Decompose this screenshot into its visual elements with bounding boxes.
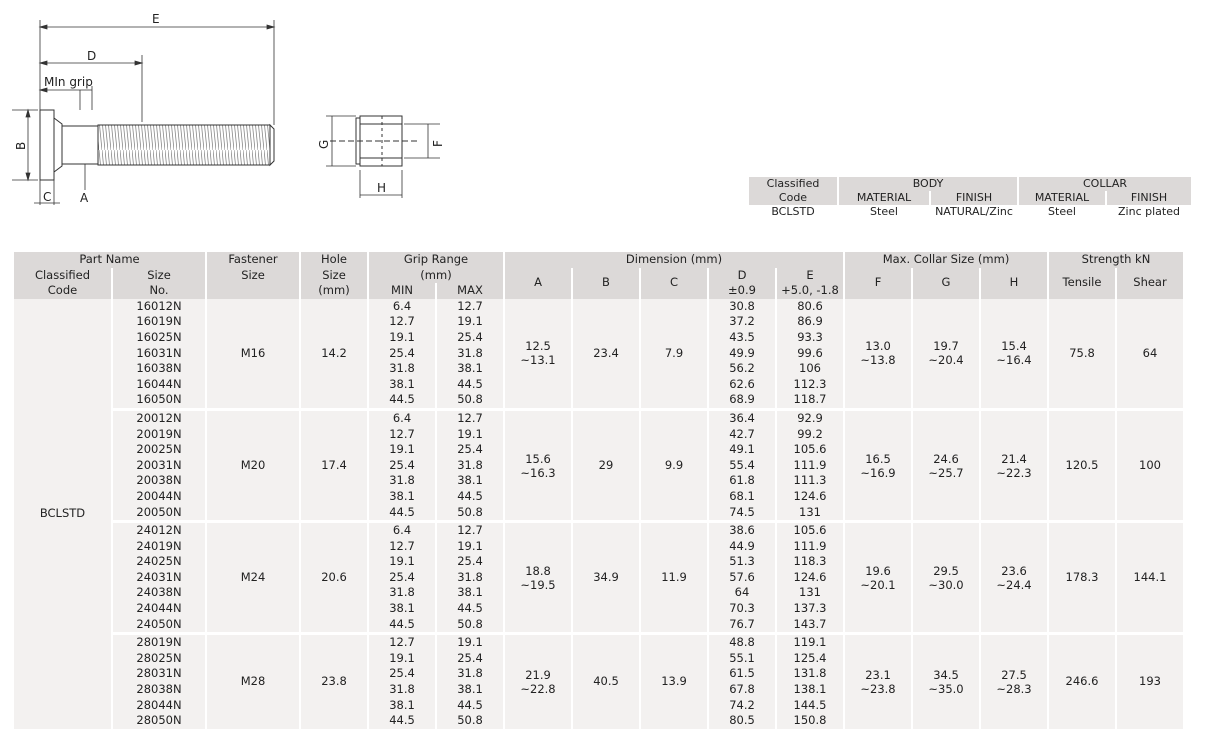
collar-f-cell bbox=[845, 299, 911, 408]
material-table bbox=[747, 177, 1193, 219]
collar-g-cell-max: ~30.0 bbox=[928, 577, 964, 592]
dimension-b-label: B bbox=[14, 141, 28, 150]
dimension-min-grip bbox=[40, 86, 92, 110]
grip-min-cell: 12.7 bbox=[369, 539, 435, 555]
size-header: Size bbox=[113, 268, 205, 284]
dim-d-cell: 74.5 bbox=[709, 505, 775, 521]
grip-min-cell: 19.1 bbox=[369, 442, 435, 458]
collar-f-cell-min: 19.6 bbox=[865, 563, 891, 578]
dim-a-cell-min: 18.8 bbox=[525, 563, 551, 578]
size-no-cell: 28025N bbox=[113, 651, 205, 667]
dim-a-cell bbox=[505, 523, 571, 632]
size-no-cell: 20019N bbox=[113, 427, 205, 443]
collar-g-cell-min: 34.5 bbox=[933, 668, 959, 683]
dimension-header: Dimension (mm) bbox=[505, 252, 843, 268]
hole-header-2: Size bbox=[301, 268, 367, 284]
size-no-cell: 16044N bbox=[113, 377, 205, 393]
grip-min-cell: 44.5 bbox=[369, 617, 435, 633]
dim-a-cell-max: ~16.3 bbox=[520, 465, 556, 480]
dim-e-cell: 111.3 bbox=[777, 473, 843, 489]
fastener-size-cell: M28 bbox=[207, 635, 299, 729]
dim-e-cell: 92.9 bbox=[777, 411, 843, 427]
grip-min-cell: 44.5 bbox=[369, 505, 435, 521]
dimension-min-grip-label: MIn grip bbox=[44, 75, 93, 89]
dim-a-cell-min: 15.6 bbox=[525, 451, 551, 466]
grip-max-cell: 12.7 bbox=[437, 523, 503, 539]
collar-f-cell bbox=[845, 523, 911, 632]
fastener-header-3 bbox=[207, 283, 299, 299]
spec-table-body bbox=[14, 299, 1183, 729]
grip-max-cell: 19.1 bbox=[437, 635, 503, 651]
collar-f-cell-min: 23.1 bbox=[865, 668, 891, 683]
size-no-cell: 16012N bbox=[113, 299, 205, 315]
dim-b-header: B bbox=[573, 268, 639, 299]
mat-code-header: Code bbox=[749, 191, 837, 205]
table-row bbox=[14, 411, 1183, 427]
grip-min-cell: 6.4 bbox=[369, 523, 435, 539]
dim-c-cell: 7.9 bbox=[641, 299, 707, 408]
fastener-header-1: Fastener bbox=[207, 252, 299, 268]
dim-e-cell: 125.4 bbox=[777, 651, 843, 667]
collar-h-cell-max: ~22.3 bbox=[996, 465, 1032, 480]
size-no-cell: 16038N bbox=[113, 361, 205, 377]
grip-unit-header: (mm) bbox=[369, 268, 503, 284]
size-no-cell: 20044N bbox=[113, 489, 205, 505]
dimension-d-label: D bbox=[87, 49, 97, 63]
dim-a-header: A bbox=[505, 268, 571, 299]
collar-g-cell bbox=[913, 411, 979, 520]
hole-size-cell: 20.6 bbox=[301, 523, 367, 632]
dim-d-cell: 70.3 bbox=[709, 601, 775, 617]
grip-min-cell: 38.1 bbox=[369, 698, 435, 714]
size-no-cell: 24044N bbox=[113, 601, 205, 617]
grip-max-cell: 19.1 bbox=[437, 427, 503, 443]
collar-f-cell bbox=[845, 411, 911, 520]
classified-header: Classified bbox=[14, 268, 111, 284]
grip-max-cell: 38.1 bbox=[437, 361, 503, 377]
mat-collar-finish-header: FINISH bbox=[1107, 191, 1191, 205]
part-name-header: Part Name bbox=[14, 252, 205, 268]
dimension-h-label: H bbox=[377, 181, 387, 195]
collar-f-cell-max: ~16.9 bbox=[860, 465, 896, 480]
dim-a-cell-max: ~22.8 bbox=[520, 682, 556, 697]
collar-h-header: H bbox=[981, 268, 1047, 299]
dim-c-header: C bbox=[641, 268, 707, 299]
dim-d-cell: 74.2 bbox=[709, 698, 775, 714]
size-no-cell: 24050N bbox=[113, 617, 205, 633]
shear-cell: 64 bbox=[1117, 299, 1183, 408]
collar-g-header: G bbox=[913, 268, 979, 299]
grip-min-cell: 31.8 bbox=[369, 473, 435, 489]
grip-max-cell: 38.1 bbox=[437, 682, 503, 698]
size-no-cell: 24038N bbox=[113, 585, 205, 601]
grip-min-cell: 38.1 bbox=[369, 601, 435, 617]
strength-header: Strength kN bbox=[1049, 252, 1183, 268]
collar-g-cell-min: 24.6 bbox=[933, 451, 959, 466]
dim-d-cell: 68.1 bbox=[709, 489, 775, 505]
mat-collar-material-value: Steel bbox=[1048, 205, 1076, 218]
size-no-cell: 28019N bbox=[113, 635, 205, 651]
dim-e-cell: 144.5 bbox=[777, 698, 843, 714]
mat-body-material-value: Steel bbox=[870, 205, 898, 218]
dim-e-cell: 111.9 bbox=[777, 458, 843, 474]
grip-min-cell: 12.7 bbox=[369, 314, 435, 330]
dim-e-cell: 124.6 bbox=[777, 570, 843, 586]
dim-e-cell: 105.6 bbox=[777, 523, 843, 539]
collar-h-cell-min: 27.5 bbox=[1001, 668, 1027, 683]
size-no-cell: 28044N bbox=[113, 698, 205, 714]
dim-e-cell: 106 bbox=[777, 361, 843, 377]
size-no-cell: 16050N bbox=[113, 392, 205, 408]
grip-min-cell: 25.4 bbox=[369, 346, 435, 362]
grip-min-cell: 6.4 bbox=[369, 299, 435, 315]
dim-a-cell-min: 21.9 bbox=[525, 668, 551, 683]
dim-b-cell: 34.9 bbox=[573, 523, 639, 632]
collar-h-cell-max: ~16.4 bbox=[996, 353, 1032, 368]
dim-e-cell: 99.2 bbox=[777, 427, 843, 443]
hole-header-3: (mm) bbox=[301, 283, 367, 299]
dim-e-cell: 143.7 bbox=[777, 617, 843, 633]
dim-d-cell: 61.8 bbox=[709, 473, 775, 489]
dim-d-cell: 64 bbox=[709, 585, 775, 601]
no-header: No. bbox=[113, 283, 205, 299]
dim-d-cell: 76.7 bbox=[709, 617, 775, 633]
tensile-cell: 178.3 bbox=[1049, 523, 1115, 632]
size-no-cell: 24012N bbox=[113, 523, 205, 539]
grip-min-cell: 31.8 bbox=[369, 682, 435, 698]
tensile-cell: 75.8 bbox=[1049, 299, 1115, 408]
dim-a-cell-max: ~19.5 bbox=[520, 577, 556, 592]
collar-h-cell-min: 23.6 bbox=[1001, 563, 1027, 578]
grip-max-cell: 38.1 bbox=[437, 585, 503, 601]
grip-min-cell: 44.5 bbox=[369, 713, 435, 729]
collar-f-header: F bbox=[845, 268, 911, 299]
dim-a-cell-min: 12.5 bbox=[525, 339, 551, 354]
grip-min-cell: 19.1 bbox=[369, 651, 435, 667]
size-no-cell: 20050N bbox=[113, 505, 205, 521]
dim-d-cell: 49.1 bbox=[709, 442, 775, 458]
dim-c-cell: 9.9 bbox=[641, 411, 707, 520]
collar-f-cell-max: ~23.8 bbox=[860, 682, 896, 697]
collar-g-cell bbox=[913, 523, 979, 632]
collar-h-cell bbox=[981, 299, 1047, 408]
dim-e-cell: 80.6 bbox=[777, 299, 843, 315]
hole-size-cell: 17.4 bbox=[301, 411, 367, 520]
dim-d-header: D bbox=[709, 268, 775, 284]
collar-h-cell bbox=[981, 411, 1047, 520]
grip-min-cell: 38.1 bbox=[369, 377, 435, 393]
fastener-size-cell: M20 bbox=[207, 411, 299, 520]
bolt-outline bbox=[40, 110, 274, 180]
grip-min-cell: 6.4 bbox=[369, 411, 435, 427]
grip-max-cell: 50.8 bbox=[437, 392, 503, 408]
grip-max-cell: 31.8 bbox=[437, 458, 503, 474]
dim-e-cell: 150.8 bbox=[777, 713, 843, 729]
collar-f-cell bbox=[845, 635, 911, 729]
size-no-cell: 24031N bbox=[113, 570, 205, 586]
dim-a-cell bbox=[505, 411, 571, 520]
dim-a-cell-max: ~13.1 bbox=[520, 353, 556, 368]
dim-e-cell: 124.6 bbox=[777, 489, 843, 505]
collar-f-cell-min: 13.0 bbox=[865, 339, 891, 354]
collar-h-cell-min: 15.4 bbox=[1001, 339, 1027, 354]
dimension-c-label: C bbox=[43, 190, 52, 204]
mat-collar-material-header: MATERIAL bbox=[1019, 191, 1105, 205]
dim-e-cell: 118.7 bbox=[777, 392, 843, 408]
dim-d-cell: 61.5 bbox=[709, 666, 775, 682]
size-no-cell: 24019N bbox=[113, 539, 205, 555]
collar-size-header: Max. Collar Size (mm) bbox=[845, 252, 1047, 268]
mat-collar-finish-value: Zinc plated bbox=[1118, 205, 1180, 218]
dim-d-cell: 42.7 bbox=[709, 427, 775, 443]
grip-max-cell: 44.5 bbox=[437, 489, 503, 505]
dim-d-cell: 62.6 bbox=[709, 377, 775, 393]
dim-e-cell: 137.3 bbox=[777, 601, 843, 617]
size-no-cell: 16025N bbox=[113, 330, 205, 346]
size-no-cell: 24025N bbox=[113, 554, 205, 570]
dim-e-cell: 131 bbox=[777, 505, 843, 521]
grip-max-cell: 19.1 bbox=[437, 539, 503, 555]
fastener-size-cell: M24 bbox=[207, 523, 299, 632]
collar-g-cell-max: ~35.0 bbox=[928, 682, 964, 697]
mat-collar-header: COLLAR bbox=[1019, 177, 1191, 191]
grip-max-cell: 31.8 bbox=[437, 570, 503, 586]
dim-d-cell: 56.2 bbox=[709, 361, 775, 377]
grip-max-cell: 25.4 bbox=[437, 330, 503, 346]
grip-min-cell: 25.4 bbox=[369, 570, 435, 586]
size-no-cell: 28038N bbox=[113, 682, 205, 698]
grip-min-cell: 12.7 bbox=[369, 427, 435, 443]
grip-max-cell: 25.4 bbox=[437, 442, 503, 458]
dim-d-cell: 48.8 bbox=[709, 635, 775, 651]
dim-d-cell: 43.5 bbox=[709, 330, 775, 346]
dim-e-tolerance: +5.0, -1.8 bbox=[777, 283, 843, 299]
dim-d-cell: 51.3 bbox=[709, 554, 775, 570]
dim-d-cell: 80.5 bbox=[709, 713, 775, 729]
grip-min-cell: 12.7 bbox=[369, 635, 435, 651]
collar-f-cell-max: ~20.1 bbox=[860, 577, 896, 592]
fastener-size-cell: M16 bbox=[207, 299, 299, 408]
hole-size-cell: 14.2 bbox=[301, 299, 367, 408]
dim-d-cell: 55.1 bbox=[709, 651, 775, 667]
dim-b-cell: 23.4 bbox=[573, 299, 639, 408]
collar-g-cell-min: 19.7 bbox=[933, 339, 959, 354]
dim-e-cell: 118.3 bbox=[777, 554, 843, 570]
grip-max-cell: 50.8 bbox=[437, 617, 503, 633]
size-no-cell: 20031N bbox=[113, 458, 205, 474]
grip-max-cell: 50.8 bbox=[437, 505, 503, 521]
collar-h-cell-min: 21.4 bbox=[1001, 451, 1027, 466]
table-row bbox=[14, 635, 1183, 651]
dimension-e bbox=[40, 20, 274, 125]
size-no-cell: 20012N bbox=[113, 411, 205, 427]
grip-max-cell: 25.4 bbox=[437, 554, 503, 570]
grip-max-cell: 19.1 bbox=[437, 314, 503, 330]
tensile-cell: 120.5 bbox=[1049, 411, 1115, 520]
dim-e-cell: 93.3 bbox=[777, 330, 843, 346]
dim-d-cell: 55.4 bbox=[709, 458, 775, 474]
collar-outline bbox=[330, 116, 420, 166]
dim-c-cell: 13.9 bbox=[641, 635, 707, 729]
code-header: Code bbox=[14, 283, 111, 299]
collar-f-cell-max: ~13.8 bbox=[860, 353, 896, 368]
collar-g-cell-min: 29.5 bbox=[933, 563, 959, 578]
size-no-cell: 28050N bbox=[113, 713, 205, 729]
grip-max-cell: 44.5 bbox=[437, 601, 503, 617]
dim-d-tolerance: ±0.9 bbox=[709, 283, 775, 299]
mat-body-finish-header: FINISH bbox=[931, 191, 1017, 205]
hole-size-cell: 23.8 bbox=[301, 635, 367, 729]
grip-min-cell: 38.1 bbox=[369, 489, 435, 505]
size-no-cell: 20038N bbox=[113, 473, 205, 489]
dim-b-cell: 29 bbox=[573, 411, 639, 520]
dimension-f-label: F bbox=[431, 140, 445, 147]
mat-code-value: BCLSTD bbox=[771, 205, 815, 218]
grip-max-cell: 25.4 bbox=[437, 651, 503, 667]
size-no-cell: 16031N bbox=[113, 346, 205, 362]
dim-b-cell: 40.5 bbox=[573, 635, 639, 729]
dim-d-cell: 57.6 bbox=[709, 570, 775, 586]
dim-e-cell: 112.3 bbox=[777, 377, 843, 393]
grip-max-cell: 12.7 bbox=[437, 299, 503, 315]
dimension-g-label: G bbox=[317, 139, 331, 149]
dim-e-cell: 138.1 bbox=[777, 682, 843, 698]
collar-g-cell-max: ~25.7 bbox=[928, 465, 964, 480]
dim-d-cell: 68.9 bbox=[709, 392, 775, 408]
dim-d-cell: 30.8 bbox=[709, 299, 775, 315]
mat-body-finish-value: NATURAL/Zinc bbox=[935, 205, 1013, 218]
dim-d-cell: 49.9 bbox=[709, 346, 775, 362]
grip-min-cell: 44.5 bbox=[369, 392, 435, 408]
dim-d-cell: 37.2 bbox=[709, 314, 775, 330]
dim-c-cell: 11.9 bbox=[641, 523, 707, 632]
grip-max-header: MAX bbox=[437, 283, 503, 299]
collar-h-cell bbox=[981, 635, 1047, 729]
grip-min-cell: 31.8 bbox=[369, 585, 435, 601]
dim-d-cell: 36.4 bbox=[709, 411, 775, 427]
fastener-technical-drawing bbox=[0, 0, 740, 240]
mat-body-material-header: MATERIAL bbox=[839, 191, 929, 205]
grip-max-cell: 31.8 bbox=[437, 666, 503, 682]
dim-d-cell: 38.6 bbox=[709, 523, 775, 539]
table-row bbox=[14, 299, 1183, 315]
grip-max-cell: 38.1 bbox=[437, 473, 503, 489]
dimension-a-label: A bbox=[80, 191, 89, 205]
grip-min-cell: 19.1 bbox=[369, 330, 435, 346]
fastener-header-2: Size bbox=[207, 268, 299, 284]
dim-a-cell bbox=[505, 299, 571, 408]
classified-code-cell: BCLSTD bbox=[14, 299, 111, 729]
dim-e-cell: 86.9 bbox=[777, 314, 843, 330]
dim-e-header: E bbox=[777, 268, 843, 284]
table-row bbox=[14, 523, 1183, 539]
dim-e-cell: 111.9 bbox=[777, 539, 843, 555]
collar-g-cell bbox=[913, 299, 979, 408]
shear-cell: 144.1 bbox=[1117, 523, 1183, 632]
dim-d-cell: 44.9 bbox=[709, 539, 775, 555]
collar-g-cell bbox=[913, 635, 979, 729]
grip-min-header: MIN bbox=[369, 283, 435, 299]
collar-h-cell-max: ~28.3 bbox=[996, 682, 1032, 697]
tensile-header: Tensile bbox=[1049, 268, 1115, 299]
grip-max-cell: 44.5 bbox=[437, 698, 503, 714]
grip-max-cell: 12.7 bbox=[437, 411, 503, 427]
shear-header: Shear bbox=[1117, 268, 1183, 299]
grip-range-header: Grip Range bbox=[369, 252, 503, 268]
spec-table bbox=[12, 252, 1185, 729]
dim-e-cell: 105.6 bbox=[777, 442, 843, 458]
mat-classified-header: Classified bbox=[749, 177, 837, 191]
shear-cell: 100 bbox=[1117, 411, 1183, 520]
grip-max-cell: 44.5 bbox=[437, 377, 503, 393]
dim-a-cell bbox=[505, 635, 571, 729]
grip-min-cell: 25.4 bbox=[369, 458, 435, 474]
dim-d-cell: 67.8 bbox=[709, 682, 775, 698]
collar-g-cell-max: ~20.4 bbox=[928, 353, 964, 368]
dimension-e-label: E bbox=[152, 12, 160, 26]
dim-e-cell: 119.1 bbox=[777, 635, 843, 651]
shear-cell: 193 bbox=[1117, 635, 1183, 729]
collar-f-cell-min: 16.5 bbox=[865, 451, 891, 466]
grip-min-cell: 25.4 bbox=[369, 666, 435, 682]
dim-e-cell: 99.6 bbox=[777, 346, 843, 362]
size-no-cell: 20025N bbox=[113, 442, 205, 458]
collar-h-cell-max: ~24.4 bbox=[996, 577, 1032, 592]
size-no-cell: 16019N bbox=[113, 314, 205, 330]
size-no-cell: 28031N bbox=[113, 666, 205, 682]
grip-min-cell: 19.1 bbox=[369, 554, 435, 570]
dim-e-cell: 131.8 bbox=[777, 666, 843, 682]
hole-header-1: Hole bbox=[301, 252, 367, 268]
grip-min-cell: 31.8 bbox=[369, 361, 435, 377]
collar-h-cell bbox=[981, 523, 1047, 632]
grip-max-cell: 50.8 bbox=[437, 713, 503, 729]
grip-max-cell: 31.8 bbox=[437, 346, 503, 362]
dim-e-cell: 131 bbox=[777, 585, 843, 601]
mat-body-header: BODY bbox=[839, 177, 1017, 191]
tensile-cell: 246.6 bbox=[1049, 635, 1115, 729]
